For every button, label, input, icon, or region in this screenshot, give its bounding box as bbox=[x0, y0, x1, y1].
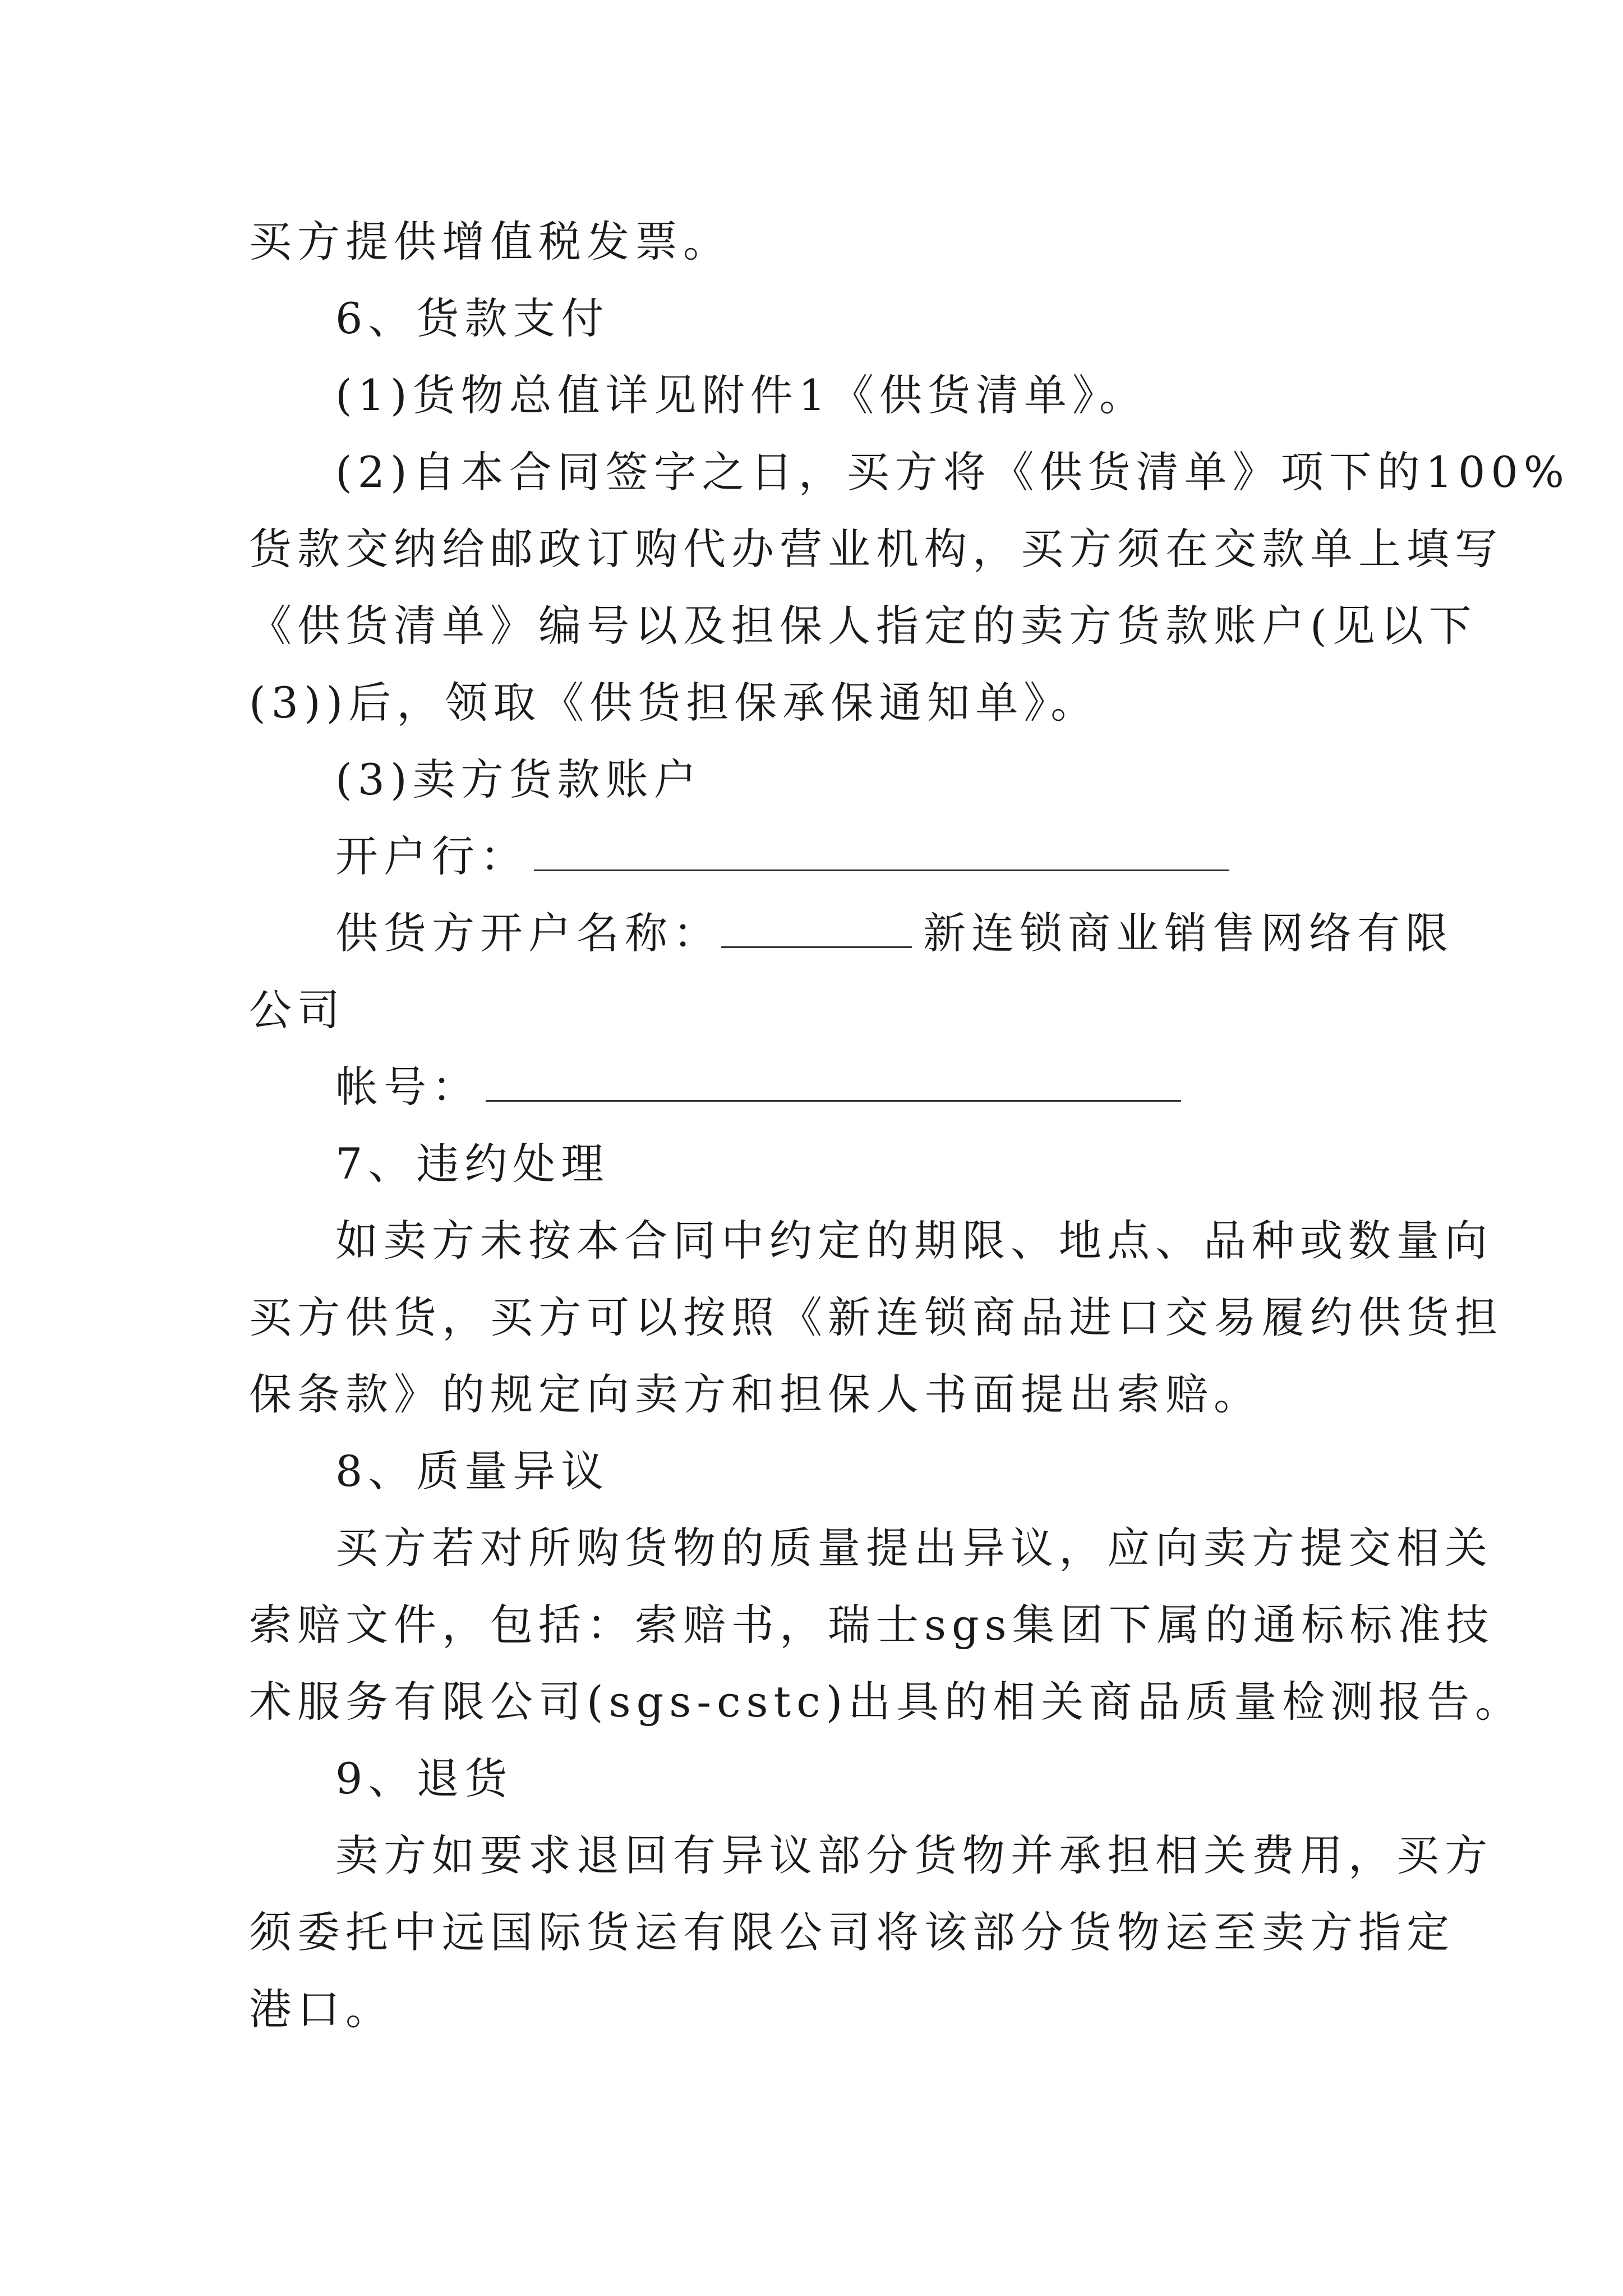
line-text: 保条款》的规定向卖方和担保人书面提出索赔。 bbox=[249, 1369, 1262, 1419]
line-text: 如卖方未按本合同中约定的期限、地点、品种或数量向 bbox=[335, 1216, 1493, 1266]
clause-2-cont-2 bbox=[249, 587, 1477, 665]
quality-para-1 bbox=[335, 1509, 1493, 1588]
line-text: 货款交纳给邮政订购代办营业机构，买方须在交款单上填写 bbox=[249, 524, 1503, 574]
heading-text: 7、违约处理 bbox=[335, 1139, 610, 1189]
heading-text: 8、质量异议 bbox=[335, 1446, 610, 1496]
breach-para-1 bbox=[335, 1202, 1493, 1280]
clause-2-cont-1 bbox=[249, 510, 1503, 588]
text-line-invoice bbox=[249, 203, 731, 281]
breach-para-2 bbox=[249, 1278, 1503, 1357]
return-para-3 bbox=[249, 1970, 394, 2049]
heading-text: 9、退货 bbox=[335, 1754, 513, 1803]
clause-1 bbox=[335, 356, 1147, 435]
line-text: 买方供货，买方可以按照《新连锁商品进口交易履约供货担 bbox=[249, 1292, 1503, 1342]
clause-3-heading bbox=[335, 740, 702, 819]
blank-account-name bbox=[721, 935, 912, 948]
field-account-name bbox=[335, 894, 1454, 973]
line-text: 《供货清单》编号以及担保人指定的卖方货款账户(见以下 bbox=[249, 601, 1477, 651]
heading-payment bbox=[335, 279, 609, 358]
line-text: 卖方如要求退回有异议部分货物并承担相关费用，买方 bbox=[335, 1830, 1493, 1880]
field-account-name-cont bbox=[249, 971, 345, 1050]
return-para-2 bbox=[249, 1893, 1455, 1972]
line-text: 买方若对所购货物的质量提出异议，应向卖方提交相关 bbox=[335, 1523, 1493, 1573]
quality-para-2 bbox=[249, 1586, 1495, 1664]
clause-2-cont-3 bbox=[249, 664, 1099, 742]
field-bank bbox=[335, 817, 1229, 896]
blank-account-number bbox=[486, 1089, 1181, 1102]
line-text: 索赔文件，包括：索赔书，瑞士sgs集团下属的通标标准技 bbox=[249, 1600, 1495, 1650]
line-text: (1)货物总值详见附件1《供货清单》。 bbox=[335, 370, 1148, 420]
line-text: 港口。 bbox=[249, 1984, 394, 2034]
line-text: (2)自本合同签字之日，买方将《供货清单》项下的100% bbox=[335, 447, 1570, 497]
line-text: (3)卖方货款账户 bbox=[335, 754, 702, 804]
line-text: 术服务有限公司(sgs-cstc)出具的相关商品质量检测报告。 bbox=[249, 1677, 1524, 1727]
field-value-account-name: 新连锁商业销售网络有限 bbox=[923, 908, 1454, 958]
heading-quality bbox=[335, 1432, 609, 1511]
blank-bank bbox=[534, 858, 1229, 871]
field-label-bank: 开户行： bbox=[335, 831, 528, 881]
quality-para-3 bbox=[249, 1663, 1523, 1741]
heading-return bbox=[335, 1740, 513, 1818]
field-account-number bbox=[335, 1048, 1181, 1126]
line-text: (3))后，领取《供货担保承保通知单》。 bbox=[249, 678, 1099, 728]
breach-para-3 bbox=[249, 1355, 1262, 1434]
field-label-account-number: 帐号： bbox=[335, 1062, 480, 1112]
return-para-1 bbox=[335, 1816, 1493, 1895]
clause-2 bbox=[335, 433, 1570, 512]
field-label-account-name: 供货方开户名称： bbox=[335, 908, 721, 958]
heading-breach bbox=[335, 1125, 609, 1203]
line-text: 公司 bbox=[249, 985, 345, 1035]
heading-text: 6、货款支付 bbox=[335, 293, 610, 343]
line-text: 须委托中远国际货运有限公司将该部分货物运至卖方指定 bbox=[249, 1907, 1455, 1957]
line-text: 买方提供增值税发票。 bbox=[249, 217, 731, 266]
